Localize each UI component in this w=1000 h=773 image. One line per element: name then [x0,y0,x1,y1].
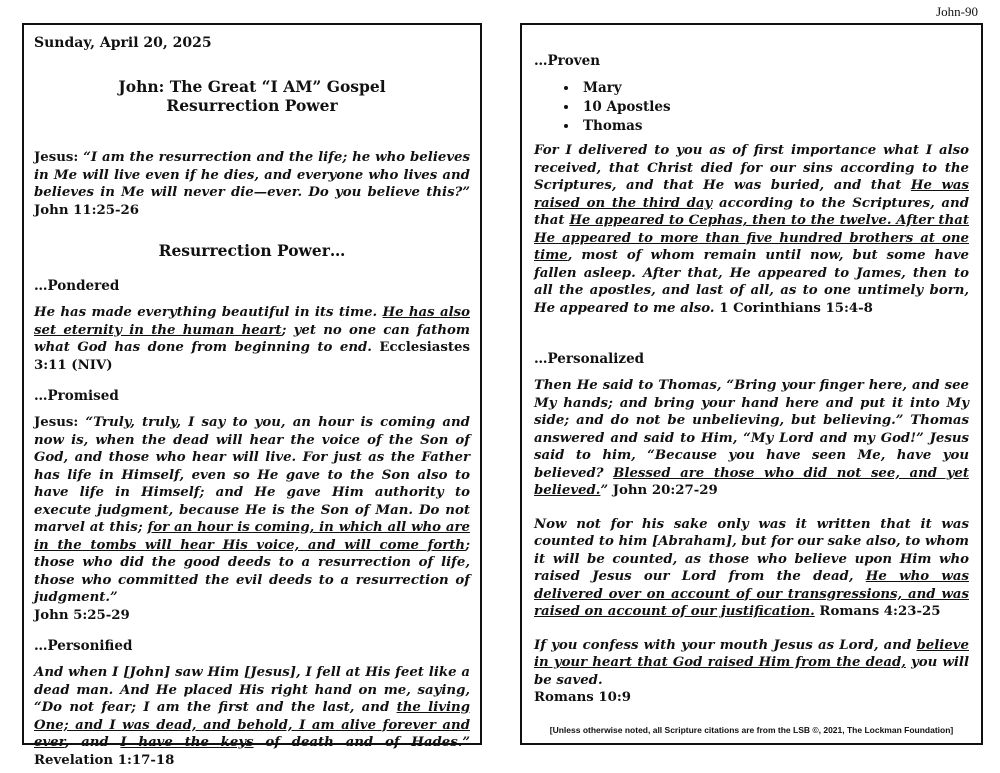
section-heading: Resurrection Power… [158,241,346,260]
personalized-verse-3 [534,637,969,707]
proven-underline-1: He was raised on the third day [534,178,969,211]
footnote: [Unless otherwise noted, all Scripture citations are from the LSB ©, 2021, The Lockman Foundation] [549,725,954,735]
personalized-verse-2 [534,516,969,621]
personalized-1-text-1: Then He said to Thomas, “Bring your finger here, and see My hands; and bring your hand here and put it into My side; and do not be unbelieving, but believing.” Thomas answered and said to Him, “My Lord and my God!” Jesus said to him, “Because you have seen Me, have you believed? [534,378,969,481]
proven-underline-2: He appeared to Cephas, then to the twelve. After that He appeared to more than five hundred brothers at one time [534,213,969,263]
list-item: • Mary [579,79,969,98]
personalized-1-ref: John 20:27-29 [612,483,718,498]
title-line-1: John: The Great “I AM” Gospel [118,77,386,96]
left-panel [22,23,482,768]
pondered-text-2: ; yet no one can fathom what God has done from beginning to end. [34,322,470,355]
pondered-text-1: He has made everything beautiful in its time. [34,305,383,320]
intro-text: “I am the resurrection and the life; he who believes in Me will live even if he dies, and everyone who lives and believes in Me will never die—ever. Do you believe this?” [34,150,470,200]
personalized-3-ref: Romans 10:9 [534,690,632,705]
personalized-3-underline: believe in your heart that God raised Him from the dead, [534,637,969,670]
promised-verse [34,414,470,624]
personalized-2-ref: Romans 4:23-25 [819,604,941,619]
pondered-ref: Ecclesiastes 3:11 (NIV) [34,340,470,373]
promised-ref: John 5:25-29 [34,607,130,623]
personalized-3-text-1: If you confess with your mouth Jesus as Lord, and [534,637,917,653]
proven-text-2: according to the Scriptures, and that [534,195,969,228]
list-item: • 10 Apostles [579,98,969,117]
pondered-underline-1: He has also set eternity in the human heart [34,305,470,338]
personalized-label: …Personalized [534,351,645,367]
proven-label: …Proven [534,53,601,69]
promised-label: …Promised [34,388,119,404]
title-line-2: Resurrection Power [166,96,338,115]
promised-speaker: Jesus: [34,415,79,430]
page-number: John-90 [936,4,978,19]
intro-speaker: Jesus: [34,150,79,165]
personified-ref: Revelation 1:17-18 [34,752,175,768]
proven-text-1: For I delivered to you as of first importance what I also received, that Christ died for our sins according to the Scriptures, and that He was buried, and that [534,143,969,193]
personified-underline-2: I have the keys [120,735,254,750]
personalized-1-text-2: ” [600,483,609,498]
pondered-verse [34,304,470,374]
list-item: • Thomas [579,117,969,136]
personified-text-2: , and [64,735,121,750]
personalized-1-underline: Blessed are those who did not see, and yet believed. [534,465,969,498]
personalized-2-text-1: Now not for his sake only was it written that it was counted to him [Abraham], but for our sake also, to whom it will be counted, as those who believe upon Him who raised Jesus our Lord from the dead, [534,516,969,584]
personified-text-3: of death and of Hades.” [253,735,471,750]
promised-underline-1: for an hour is coming, in which all who are in the tombs will hear His voice, and will come forth [34,520,470,553]
date: Sunday, April 20, 2025 [34,35,212,51]
personalized-2-underline: He who was delivered over on account of our transgressions, and was raised on account of our justification. [534,569,969,619]
personalized-verse-1 [534,377,969,500]
page-title [34,77,470,115]
right-panel [520,23,983,745]
intro-ref: John 11:25-26 [34,202,140,218]
personified-underline-1: the living One; and I was dead, and behold, I am alive forever and ever [34,700,470,750]
personalized-3-text-2: you will be saved. [534,655,969,688]
personified-label: …Personified [34,638,133,654]
promised-text-2: ; those who did the good deeds to a resurrection of life, those who committed the evil deeds to a resurrection of judgment.” [34,537,470,605]
proven-list [534,79,969,136]
intro-verse [34,149,470,219]
personified-text-1: And when I [John] saw Him [Jesus], I fell at His feet like a dead man. And He placed His right hand on me, saying, “Do not fear; I am the first and the last, and [34,665,470,715]
personified-verse [34,664,470,769]
pondered-label: …Pondered [34,278,120,294]
promised-text-1: “Truly, truly, I say to you, an hour is coming and now is, when the dead will hear the voice of the Son of God, and those who hear will live. For just as the Father has life in Himself, even so He gave to the Son also to have life in Himself; and He gave Him authority to execute judgment, because He is the Son of Man. Do not marvel at this; [34,415,470,535]
proven-ref: 1 Corinthians 15:4-8 [719,300,873,316]
proven-text-3: , most of whom remain until now, but some have fallen asleep. After that, He appeared to James, then to all the apostles, and last of all, as to one untimely born, He appeared to me also. [534,248,969,316]
proven-verse [534,142,969,317]
